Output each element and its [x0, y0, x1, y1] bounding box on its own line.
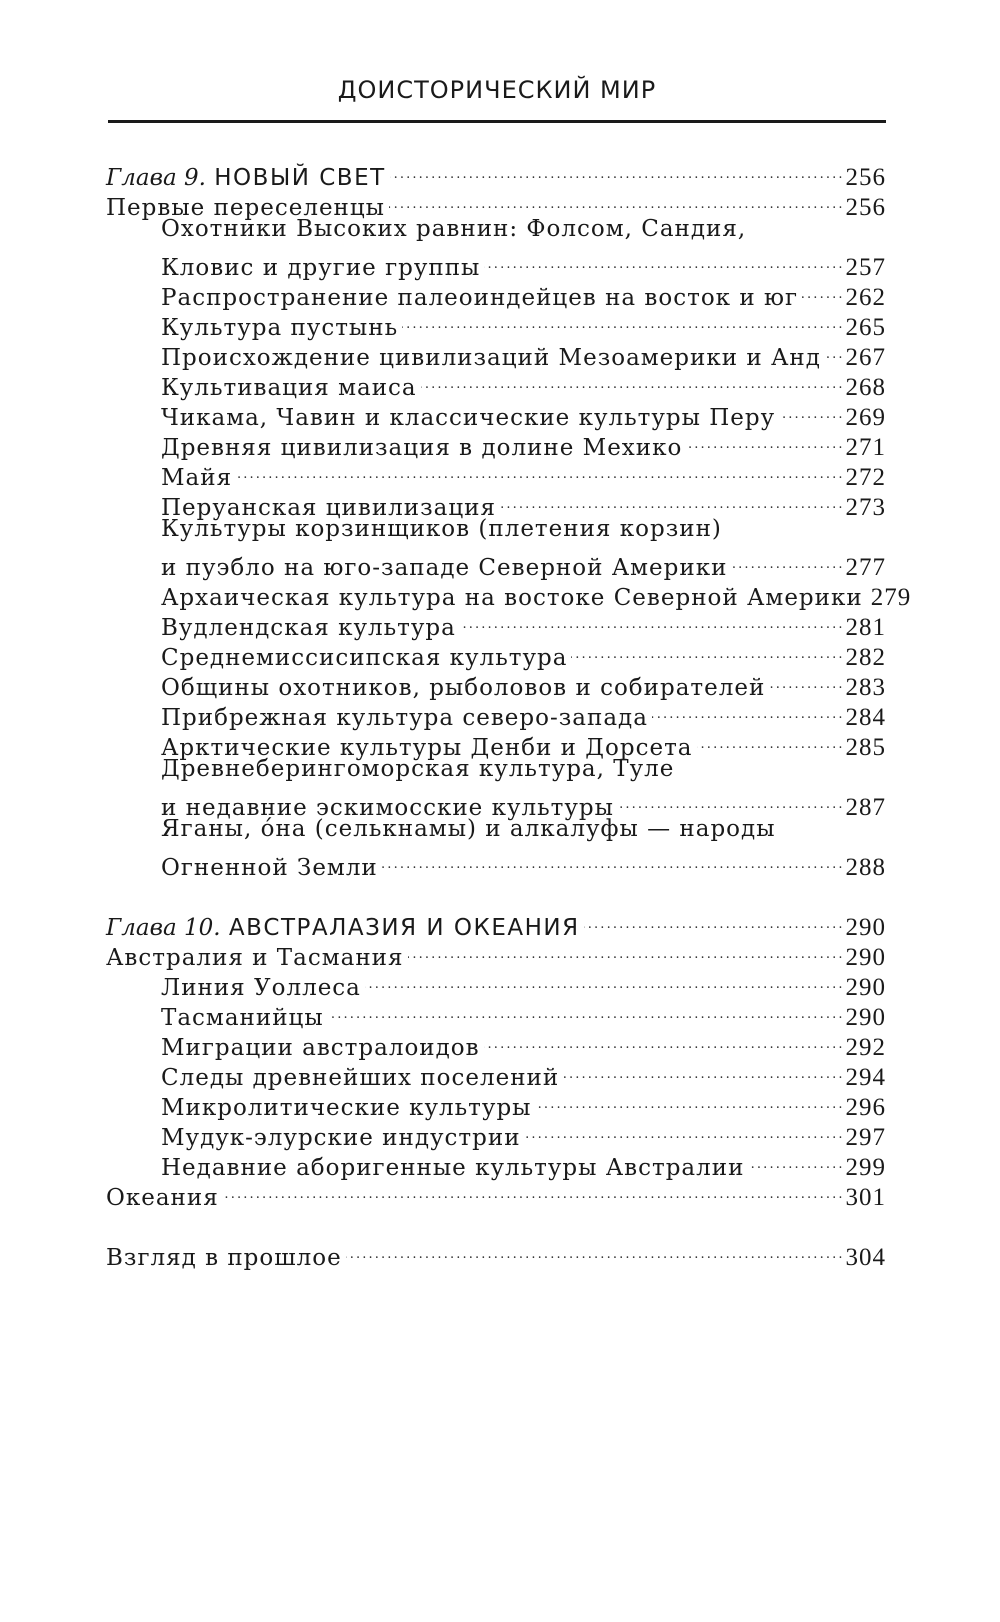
page-number: 273 [845, 494, 886, 521]
section-label: Океания [106, 1185, 219, 1211]
toc-item [161, 574, 912, 611]
leader-dots [731, 544, 841, 575]
page-number: 304 [845, 1244, 886, 1271]
leader-dots [652, 694, 842, 725]
leader-dots [421, 364, 842, 395]
page-number: 297 [845, 1124, 886, 1151]
leader-dots [802, 274, 841, 305]
item-label: Среднемиссисипская культура [161, 645, 568, 671]
toc-item [161, 424, 886, 461]
page-number: 262 [845, 284, 886, 311]
item-label: Мудук-элурские индустрии [161, 1125, 521, 1151]
leader-dots [584, 904, 842, 935]
page-number: 256 [845, 194, 886, 221]
leader-dots [525, 1114, 842, 1145]
leader-dots [686, 424, 841, 455]
item-label: Арктические культуры Денби и Дорсета [161, 735, 693, 761]
page-number: 284 [845, 704, 886, 731]
section-label: Австралия и Тасмания [106, 945, 404, 971]
page-number: 265 [845, 314, 886, 341]
page-number: 287 [845, 794, 886, 821]
leader-dots [460, 604, 842, 635]
leader-dots [365, 964, 842, 995]
item-label: Культура пустынь [161, 315, 399, 341]
item-label: Микролитические культуры [161, 1095, 532, 1121]
page-number: 283 [845, 674, 886, 701]
page-number: 256 [845, 164, 886, 191]
toc-section [106, 1174, 886, 1211]
toc-item [161, 544, 886, 581]
header-rule [108, 120, 886, 123]
toc-item [161, 304, 886, 341]
leader-dots [484, 244, 841, 275]
page-number: 271 [845, 434, 886, 461]
toc-item [161, 694, 886, 731]
item-label: и пуэбло на юго-западе Северной Америки [161, 555, 728, 581]
leader-dots [618, 784, 842, 815]
toc-item [161, 274, 886, 311]
item-label: Перуанская цивилизация [161, 495, 496, 521]
toc-item [161, 1024, 886, 1061]
leader-dots [697, 724, 842, 755]
item-label: Культивация маиса [161, 375, 417, 401]
leader-dots [748, 1144, 841, 1175]
item-label: Архаическая культура на востоке Северной Америки [161, 585, 863, 611]
chapter-prefix: Глава 9. [106, 165, 206, 191]
leader-dots [382, 844, 842, 875]
leader-dots [500, 484, 842, 515]
toc-item-line1: Яганы, óна (селькнамы) и алкалуфы — народы [161, 816, 776, 842]
toc-item [161, 1084, 886, 1121]
toc-item [161, 394, 886, 431]
page-number: 290 [845, 944, 886, 971]
toc-item [161, 364, 886, 401]
page-number: 279 [870, 584, 912, 611]
leader-dots [402, 304, 841, 335]
page-number: 281 [845, 614, 886, 641]
toc-chapter-10 [106, 904, 886, 941]
leader-dots [769, 664, 841, 695]
toc-section [106, 934, 886, 971]
toc-item [161, 784, 886, 821]
leader-dots [779, 394, 841, 425]
toc-section [106, 184, 886, 221]
item-label: и недавние эскимосские культуры [161, 795, 614, 821]
page-number: 288 [845, 854, 886, 881]
toc-item-line1: Культуры корзинщиков (плетения корзин) [161, 516, 722, 542]
leader-dots [223, 1174, 842, 1205]
item-label: Прибрежная культура северо-запада [161, 705, 648, 731]
leader-dots [389, 184, 842, 215]
page-number: 285 [845, 734, 886, 761]
page-number: 268 [845, 374, 886, 401]
section-label: Взгляд в прошлое [106, 1245, 342, 1271]
page-number: 269 [845, 404, 886, 431]
toc-item [161, 244, 886, 281]
leader-dots [346, 1234, 842, 1265]
item-label: Происхождение цивилизаций Мезоамерики и Анд [161, 345, 821, 371]
item-label: Распространение палеоиндейцев на восток и юг [161, 285, 799, 311]
chapter-prefix: Глава 10. [106, 915, 221, 941]
toc-item-line1: Древнеберингоморская культура, Туле [161, 756, 675, 782]
leader-dots [563, 1054, 841, 1085]
page-number: 296 [845, 1094, 886, 1121]
leader-dots [571, 634, 841, 665]
toc-item [161, 334, 886, 371]
leader-dots [484, 1024, 842, 1055]
page-number: 290 [845, 974, 886, 1001]
toc-item [161, 994, 886, 1031]
page-number: 292 [845, 1034, 886, 1061]
toc-item [161, 484, 886, 521]
leader-dots [390, 154, 842, 185]
item-label: Общины охотников, рыболовов и собирателей [161, 675, 766, 701]
toc-item [161, 1054, 886, 1091]
chapter-title: АВСТРАЛАЗИЯ И ОКЕАНИЯ [228, 915, 580, 941]
page-number: 290 [845, 914, 886, 941]
page-number: 299 [845, 1154, 886, 1181]
item-label: Чикама, Чавин и классические культуры Перу [161, 405, 776, 431]
toc-item [161, 964, 886, 1001]
item-label: Древняя цивилизация в долине Мехико [161, 435, 683, 461]
toc-item [161, 454, 886, 491]
running-head: ДОИСТОРИЧЕСКИЙ МИР [337, 76, 657, 104]
page-number: 272 [845, 464, 886, 491]
toc-item [161, 664, 886, 701]
chapter-title: НОВЫЙ СВЕТ [214, 165, 386, 191]
toc-item [161, 724, 886, 761]
toc-item [161, 1144, 886, 1181]
toc-item [161, 1114, 886, 1151]
item-label: Кловис и другие группы [161, 255, 481, 281]
page-number: 257 [845, 254, 886, 281]
leader-dots [236, 454, 841, 485]
item-label: Линия Уоллеса [161, 975, 361, 1001]
leader-dots [535, 1084, 841, 1115]
page-number: 294 [845, 1064, 886, 1091]
toc-item-line1: Охотники Высоких равнин: Фолсом, Сандия, [161, 216, 747, 242]
leader-dots [328, 994, 842, 1025]
toc-item [161, 634, 886, 671]
item-label: Миграции австралоидов [161, 1035, 480, 1061]
page-number: 282 [845, 644, 886, 671]
item-label: Огненной Земли [161, 855, 378, 881]
item-label: Тасманийцы [161, 1005, 324, 1031]
toc-item [161, 844, 886, 881]
item-label: Майя [161, 465, 233, 491]
item-label: Следы древнейших поселений [161, 1065, 560, 1091]
page-number: 301 [845, 1184, 886, 1211]
leader-dots [408, 934, 842, 965]
toc-item [161, 604, 886, 641]
leader-dots [825, 334, 842, 365]
section-label: Первые переселенцы [106, 195, 385, 221]
page-number: 290 [845, 1004, 886, 1031]
page-number: 267 [845, 344, 886, 371]
item-label: Недавние аборигенные культуры Австралии [161, 1155, 745, 1181]
toc-chapter-9 [106, 154, 886, 191]
toc-closing [106, 1234, 886, 1271]
item-label: Вудлендская культура [161, 615, 456, 641]
page-number: 277 [845, 554, 886, 581]
